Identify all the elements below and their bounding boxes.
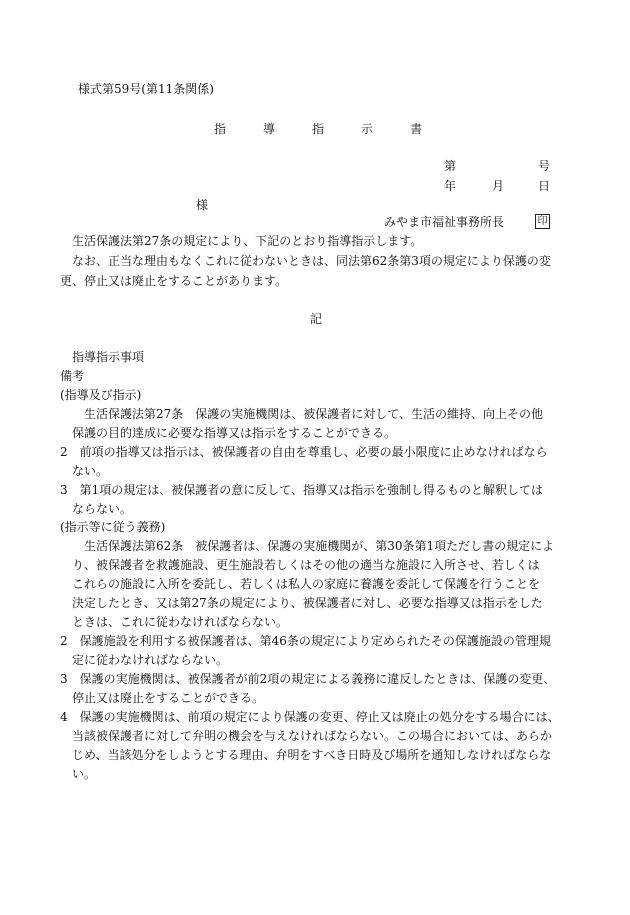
intro-line: なお、正当な理由もなくこれに従わないときは、同法第62条第3項の規定により保護の変 — [60, 254, 551, 268]
doc-number-prefix: 第 — [444, 159, 457, 173]
sender-name: みやま市福祉事務所長 — [384, 215, 505, 229]
note-line: ときは、これに従わなければならない。 — [60, 615, 289, 629]
note-line: 2 保護施設を利用する被保護者は、第46条の規定により定められたその保護施設の管理規 — [60, 634, 551, 648]
title-char: 導 — [263, 122, 276, 136]
note-line: い。 — [60, 767, 97, 781]
note-line: 2 前項の指導又は指示は、被保護者の自由を尊重し、必要の最小限度に止めなければなら — [60, 445, 548, 459]
date-year: 年 — [444, 179, 457, 193]
title-char: 書 — [410, 122, 423, 136]
note-line: これらの施設に入所を委託し、若しくは私人の家庭に養護を委託して保護を行うことを — [60, 577, 541, 591]
doc-number-suffix: 号 — [538, 159, 551, 173]
note-line: (指示等に従う義務) — [60, 520, 166, 534]
note-line: 定に従わなければならない。 — [60, 653, 229, 667]
seal-mark: 印 — [535, 214, 550, 229]
note-line: 3 保護の実施機関は、被保護者が前2項の規定による義務に違反したときは、保護の変更、 — [60, 672, 556, 686]
note-line: 保護の目的達成に必要な指導又は指示をすることができる。 — [60, 426, 397, 440]
note-line: 決定したとき、又は第27条の規定により、被保護者に対し、必要な指導又は指示をした — [60, 596, 543, 610]
note-line: 停止又は廃止をすることができる。 — [60, 691, 265, 705]
note-line: 3 第1項の規定は、被保護者の意に反して、指導又は指示を強制し得るものと解釈しては — [60, 483, 544, 497]
note-line: り、被保護者を救護施設、更生施設若しくはその他の適当な施設に入所させ、若しくは — [60, 558, 540, 572]
note-line: (指導及び指示) — [60, 388, 142, 402]
note-line: 4 保護の実施機関は、前項の規定により保護の変更、停止又は廃止の処分をする場合には、 — [60, 710, 560, 724]
note-line: じめ、当該処分をしようとする理由、弁明をすべき日時及び場所を通知しなければならな — [60, 748, 552, 762]
section-label: 指導指示事項 — [60, 350, 145, 364]
note-line: ならない。 — [60, 502, 133, 516]
addressee: 様 — [196, 198, 209, 212]
form-number: 様式第59号(第11条関係) — [78, 82, 214, 96]
note-line: 生活保護法第62条 被保護者は、保護の実施機関が、第30条第1項ただし書の規定によ — [60, 539, 555, 553]
title-char: 示 — [361, 122, 374, 136]
date-month: 月 — [492, 179, 505, 193]
title-char: 指 — [312, 122, 325, 136]
note-line: ない。 — [60, 464, 109, 478]
document-title — [214, 123, 422, 135]
remarks-label: 備考 — [60, 369, 85, 383]
date-day: 日 — [538, 179, 551, 193]
title-char: 指 — [214, 122, 227, 136]
note-line: 当該被保護者に対して弁明の機会を与えなければならない。この場合においては、あらか — [60, 729, 553, 743]
note-line: 生活保護法第27条 保護の実施機関は、被保護者に対して、生活の維持、向上その他 — [60, 407, 544, 421]
ki-heading: 記 — [310, 312, 323, 326]
intro-line: 生活保護法第27条の規定により、下記のとおり指導指示します。 — [60, 234, 423, 248]
intro-line: 更、停止又は廃止をすることがあります。 — [60, 274, 288, 288]
